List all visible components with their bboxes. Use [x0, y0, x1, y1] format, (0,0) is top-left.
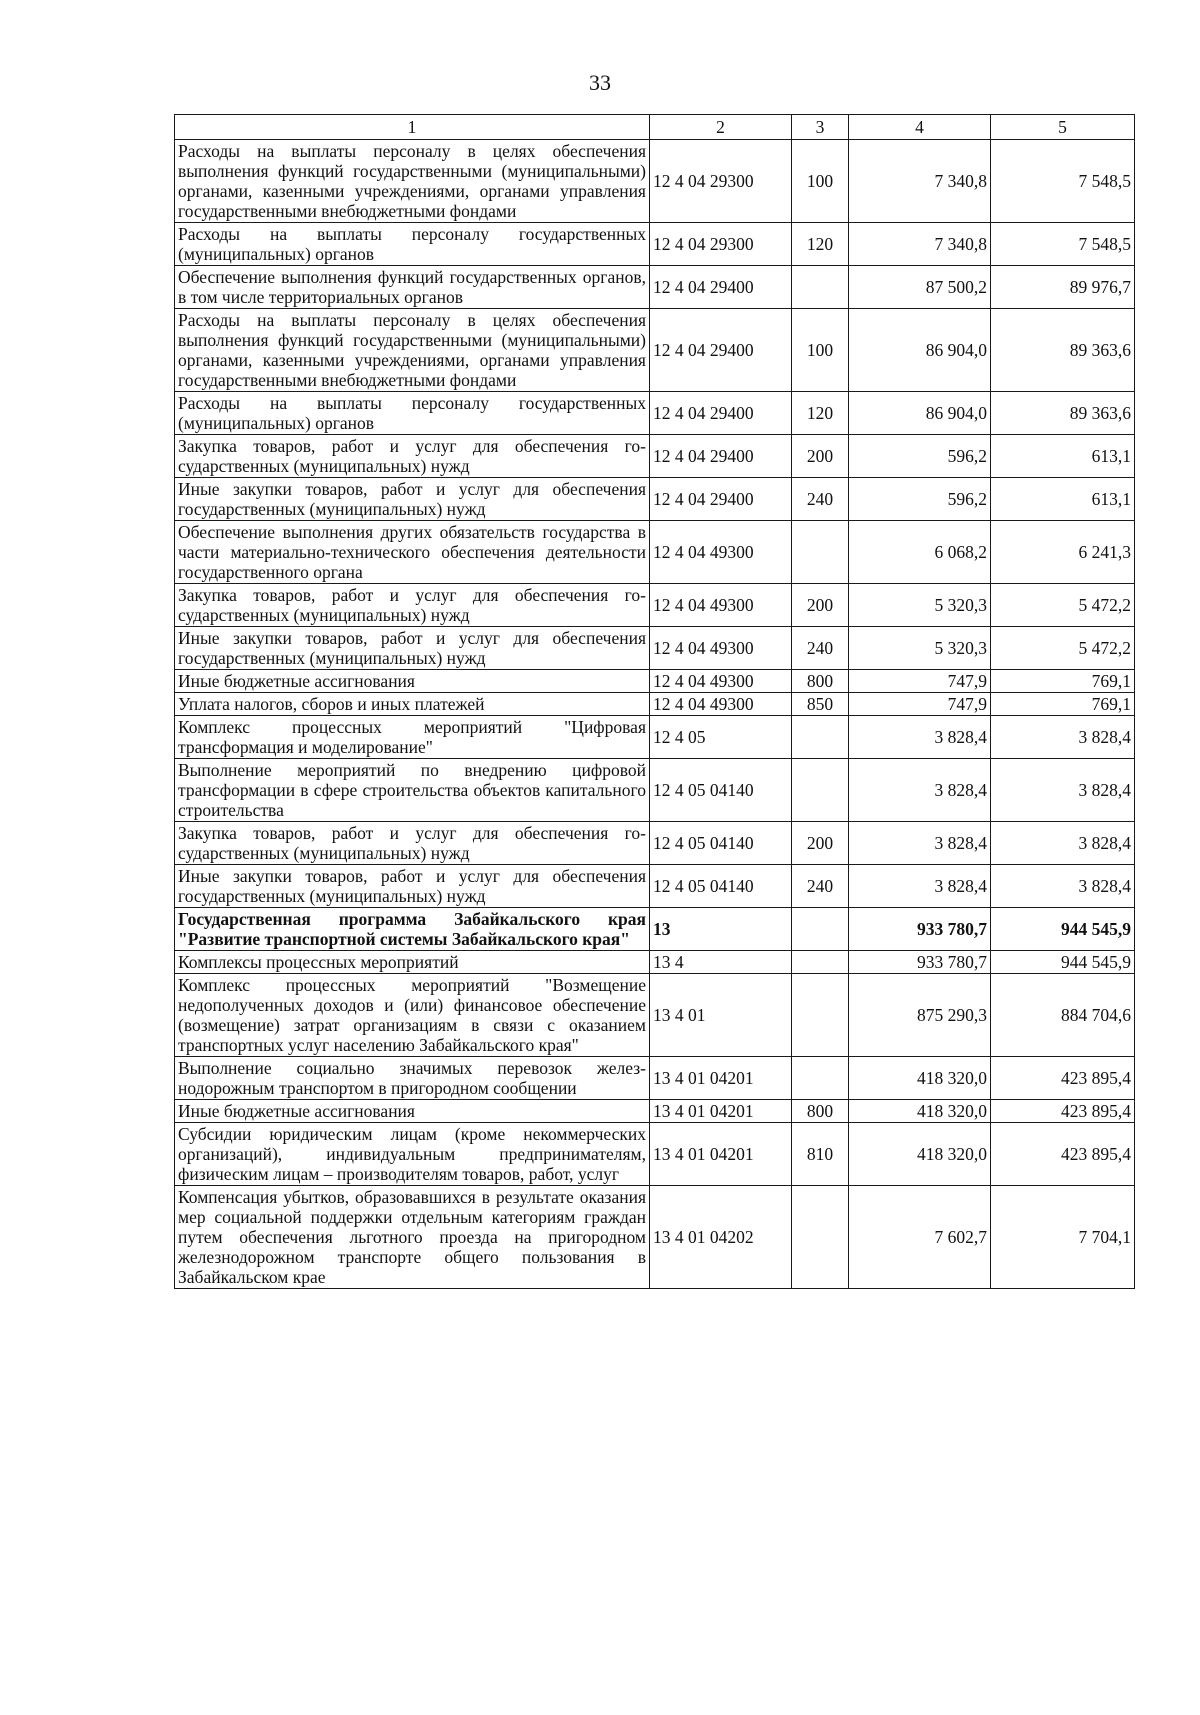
- table-row: [175, 435, 1135, 478]
- row-code: 12 4 04 49300: [650, 627, 792, 670]
- row-expense-type: [792, 759, 849, 822]
- row-expense-type: 800: [792, 1100, 849, 1123]
- row-code: 12 4 05 04140: [650, 759, 792, 822]
- table-row: [175, 266, 1135, 309]
- table-row: [175, 693, 1135, 716]
- row-code: 12 4 05 04140: [650, 822, 792, 865]
- row-expense-type: 200: [792, 435, 849, 478]
- row-code: 12 4 04 49300: [650, 584, 792, 627]
- header-row: [175, 115, 1135, 140]
- row-value-year-1: 747,9: [849, 670, 991, 693]
- row-value-year-2: 7 704,1: [991, 1186, 1135, 1289]
- row-code: 13 4 01 04201: [650, 1100, 792, 1123]
- row-value-year-2: 7 548,5: [991, 140, 1135, 223]
- table-row: [175, 1123, 1135, 1186]
- row-name: Обеспечение выполнения других обязательств государства в части материально-технического обеспечения деятельности государственного органа: [175, 521, 650, 584]
- table-row: [175, 478, 1135, 521]
- row-value-year-1: 86 904,0: [849, 309, 991, 392]
- row-value-year-1: 747,9: [849, 693, 991, 716]
- row-name: Комплекс процессных мероприятий "Возмещение недополученных доходов и (или) финансовое обеспечение (возмещение) затрат организациям в связи с оказанием транспортных услуг населению Забайкальского края": [175, 974, 650, 1057]
- row-name: Закупка товаров, работ и услуг для обеспечения государственных (муниципальных) нужд: [175, 822, 650, 865]
- row-code: 13 4: [650, 951, 792, 974]
- row-name: Закупка товаров, работ и услуг для обеспечения государственных (муниципальных) нужд: [175, 584, 650, 627]
- table-row: [175, 951, 1135, 974]
- row-name: Иные закупки товаров, работ и услуг для обеспечения государственных (муниципальных) нужд: [175, 478, 650, 521]
- table-row: [175, 521, 1135, 584]
- table-row: [175, 908, 1135, 951]
- row-code: 12 4 05 04140: [650, 865, 792, 908]
- row-value-year-2: 3 828,4: [991, 716, 1135, 759]
- row-name: Расходы на выплаты персоналу государственных (муниципальных) органов: [175, 392, 650, 435]
- row-value-year-2: 5 472,2: [991, 584, 1135, 627]
- row-value-year-2: 423 895,4: [991, 1123, 1135, 1186]
- row-value-year-1: 418 320,0: [849, 1100, 991, 1123]
- row-name: Государственная программа Забайкальского края "Развитие транспортной системы Забайкальского края": [175, 908, 650, 951]
- row-value-year-1: 5 320,3: [849, 584, 991, 627]
- row-value-year-1: 7 602,7: [849, 1186, 991, 1289]
- row-expense-type: 240: [792, 478, 849, 521]
- row-expense-type: [792, 908, 849, 951]
- row-code: 12 4 04 29400: [650, 309, 792, 392]
- header-col-3: 3: [792, 115, 849, 140]
- row-code: 12 4 05: [650, 716, 792, 759]
- row-value-year-2: 3 828,4: [991, 822, 1135, 865]
- row-name: Иные бюджетные ассигнования: [175, 670, 650, 693]
- header-col-4: 4: [849, 115, 991, 140]
- page-number: 33: [589, 70, 611, 95]
- row-value-year-1: 3 828,4: [849, 716, 991, 759]
- row-name: Закупка товаров, работ и услуг для обеспечения государственных (муниципальных) нужд: [175, 435, 650, 478]
- row-expense-type: 100: [792, 140, 849, 223]
- row-code: 13 4 01 04202: [650, 1186, 792, 1289]
- table-row: [175, 759, 1135, 822]
- table-row: [175, 974, 1135, 1057]
- row-value-year-2: 89 363,6: [991, 392, 1135, 435]
- row-name: Уплата налогов, сборов и иных платежей: [175, 693, 650, 716]
- row-value-year-2: 7 548,5: [991, 223, 1135, 266]
- row-value-year-2: 89 363,6: [991, 309, 1135, 392]
- table-row: [175, 627, 1135, 670]
- row-expense-type: 240: [792, 627, 849, 670]
- row-expense-type: [792, 951, 849, 974]
- row-code: 13 4 01 04201: [650, 1123, 792, 1186]
- row-expense-type: 810: [792, 1123, 849, 1186]
- header-col-1: 1: [175, 115, 650, 140]
- row-value-year-1: 933 780,7: [849, 908, 991, 951]
- row-code: 13 4 01 04201: [650, 1057, 792, 1100]
- row-value-year-1: 596,2: [849, 478, 991, 521]
- row-expense-type: 120: [792, 223, 849, 266]
- row-name: Иные бюджетные ассигнования: [175, 1100, 650, 1123]
- row-value-year-2: 769,1: [991, 670, 1135, 693]
- row-value-year-2: 613,1: [991, 478, 1135, 521]
- table-row: [175, 1186, 1135, 1289]
- row-code: 12 4 04 29400: [650, 392, 792, 435]
- row-value-year-1: 418 320,0: [849, 1123, 991, 1186]
- row-value-year-2: 3 828,4: [991, 759, 1135, 822]
- row-code: 12 4 04 29400: [650, 435, 792, 478]
- row-value-year-2: 6 241,3: [991, 521, 1135, 584]
- row-value-year-2: 613,1: [991, 435, 1135, 478]
- row-expense-type: [792, 974, 849, 1057]
- table-body: [175, 140, 1135, 1289]
- row-expense-type: 200: [792, 584, 849, 627]
- row-expense-type: [792, 521, 849, 584]
- row-code: 12 4 04 49300: [650, 521, 792, 584]
- row-name: Субсидии юридическим лицам (кроме некоммерческих организаций), индивидуальным предпринимателям, физическим лицам – производителям товаров, работ, услуг: [175, 1123, 650, 1186]
- row-value-year-2: 769,1: [991, 693, 1135, 716]
- row-expense-type: [792, 1057, 849, 1100]
- row-value-year-2: 423 895,4: [991, 1100, 1135, 1123]
- table-row: [175, 865, 1135, 908]
- table-row: [175, 223, 1135, 266]
- row-value-year-2: 89 976,7: [991, 266, 1135, 309]
- row-value-year-2: 5 472,2: [991, 627, 1135, 670]
- row-code: 12 4 04 29400: [650, 266, 792, 309]
- row-value-year-1: 418 320,0: [849, 1057, 991, 1100]
- row-code: 12 4 04 49300: [650, 670, 792, 693]
- row-code: 12 4 04 49300: [650, 693, 792, 716]
- row-value-year-1: 87 500,2: [849, 266, 991, 309]
- row-code: 13: [650, 908, 792, 951]
- row-name: Иные закупки товаров, работ и услуг для обеспечения государственных (муниципальных) нужд: [175, 627, 650, 670]
- row-expense-type: [792, 716, 849, 759]
- row-value-year-2: 423 895,4: [991, 1057, 1135, 1100]
- row-value-year-1: 3 828,4: [849, 865, 991, 908]
- header-col-5: 5: [991, 115, 1135, 140]
- row-value-year-1: 6 068,2: [849, 521, 991, 584]
- row-expense-type: 200: [792, 822, 849, 865]
- table-row: [175, 716, 1135, 759]
- row-expense-type: 240: [792, 865, 849, 908]
- row-value-year-2: 3 828,4: [991, 865, 1135, 908]
- row-value-year-1: 5 320,3: [849, 627, 991, 670]
- row-expense-type: 850: [792, 693, 849, 716]
- header-col-2: 2: [650, 115, 792, 140]
- row-name: Выполнение социально значимых перевозок железнодорожным транспортом в пригородном сообщении: [175, 1057, 650, 1100]
- row-expense-type: 100: [792, 309, 849, 392]
- row-name: Иные закупки товаров, работ и услуг для обеспечения государственных (муниципальных) нужд: [175, 865, 650, 908]
- row-name: Выполнение мероприятий по внедрению цифровой трансформации в сфере строительства объектов капитального строительства: [175, 759, 650, 822]
- row-name: Компенсация убытков, образовавшихся в результате оказания мер социальной поддержки отдельным категориям граждан путем обеспечения льготного проезда на пригородном железнодорожном транспорте общего пользования в Забайкальском крае: [175, 1186, 650, 1289]
- row-name: Расходы на выплаты персоналу в целях обеспечения выполнения функций государственными (муниципальными) органами, казенными учреждениями, органами управления государственными внебюджетными фондами: [175, 309, 650, 392]
- table-row: [175, 670, 1135, 693]
- row-value-year-1: 933 780,7: [849, 951, 991, 974]
- table-row: [175, 140, 1135, 223]
- row-expense-type: 120: [792, 392, 849, 435]
- budget-table: [174, 114, 1135, 1289]
- row-name: Комплексы процессных мероприятий: [175, 951, 650, 974]
- table-row: [175, 822, 1135, 865]
- row-name: Расходы на выплаты персоналу в целях обеспечения выполнения функций государственными (муниципальными) органами, казенными учреждениями, органами управления государственными внебюджетными фондами: [175, 140, 650, 223]
- row-name: Обеспечение выполнения функций государственных органов, в том числе территориальных органов: [175, 266, 650, 309]
- row-code: 12 4 04 29400: [650, 478, 792, 521]
- row-name: Комплекс процессных мероприятий "Цифровая трансформация и моделирование": [175, 716, 650, 759]
- row-expense-type: [792, 1186, 849, 1289]
- row-code: 13 4 01: [650, 974, 792, 1057]
- row-value-year-1: 7 340,8: [849, 140, 991, 223]
- table-row: [175, 309, 1135, 392]
- row-value-year-1: 7 340,8: [849, 223, 991, 266]
- row-value-year-1: 86 904,0: [849, 392, 991, 435]
- row-expense-type: 800: [792, 670, 849, 693]
- row-value-year-1: 3 828,4: [849, 822, 991, 865]
- row-value-year-2: 884 704,6: [991, 974, 1135, 1057]
- table-row: [175, 584, 1135, 627]
- table-row: [175, 1100, 1135, 1123]
- table-row: [175, 392, 1135, 435]
- row-name: Расходы на выплаты персоналу государственных (муниципальных) органов: [175, 223, 650, 266]
- row-value-year-1: 3 828,4: [849, 759, 991, 822]
- row-expense-type: [792, 266, 849, 309]
- row-value-year-2: 944 545,9: [991, 951, 1135, 974]
- row-code: 12 4 04 29300: [650, 223, 792, 266]
- row-value-year-1: 875 290,3: [849, 974, 991, 1057]
- row-value-year-2: 944 545,9: [991, 908, 1135, 951]
- table-row: [175, 1057, 1135, 1100]
- row-value-year-1: 596,2: [849, 435, 991, 478]
- row-code: 12 4 04 29300: [650, 140, 792, 223]
